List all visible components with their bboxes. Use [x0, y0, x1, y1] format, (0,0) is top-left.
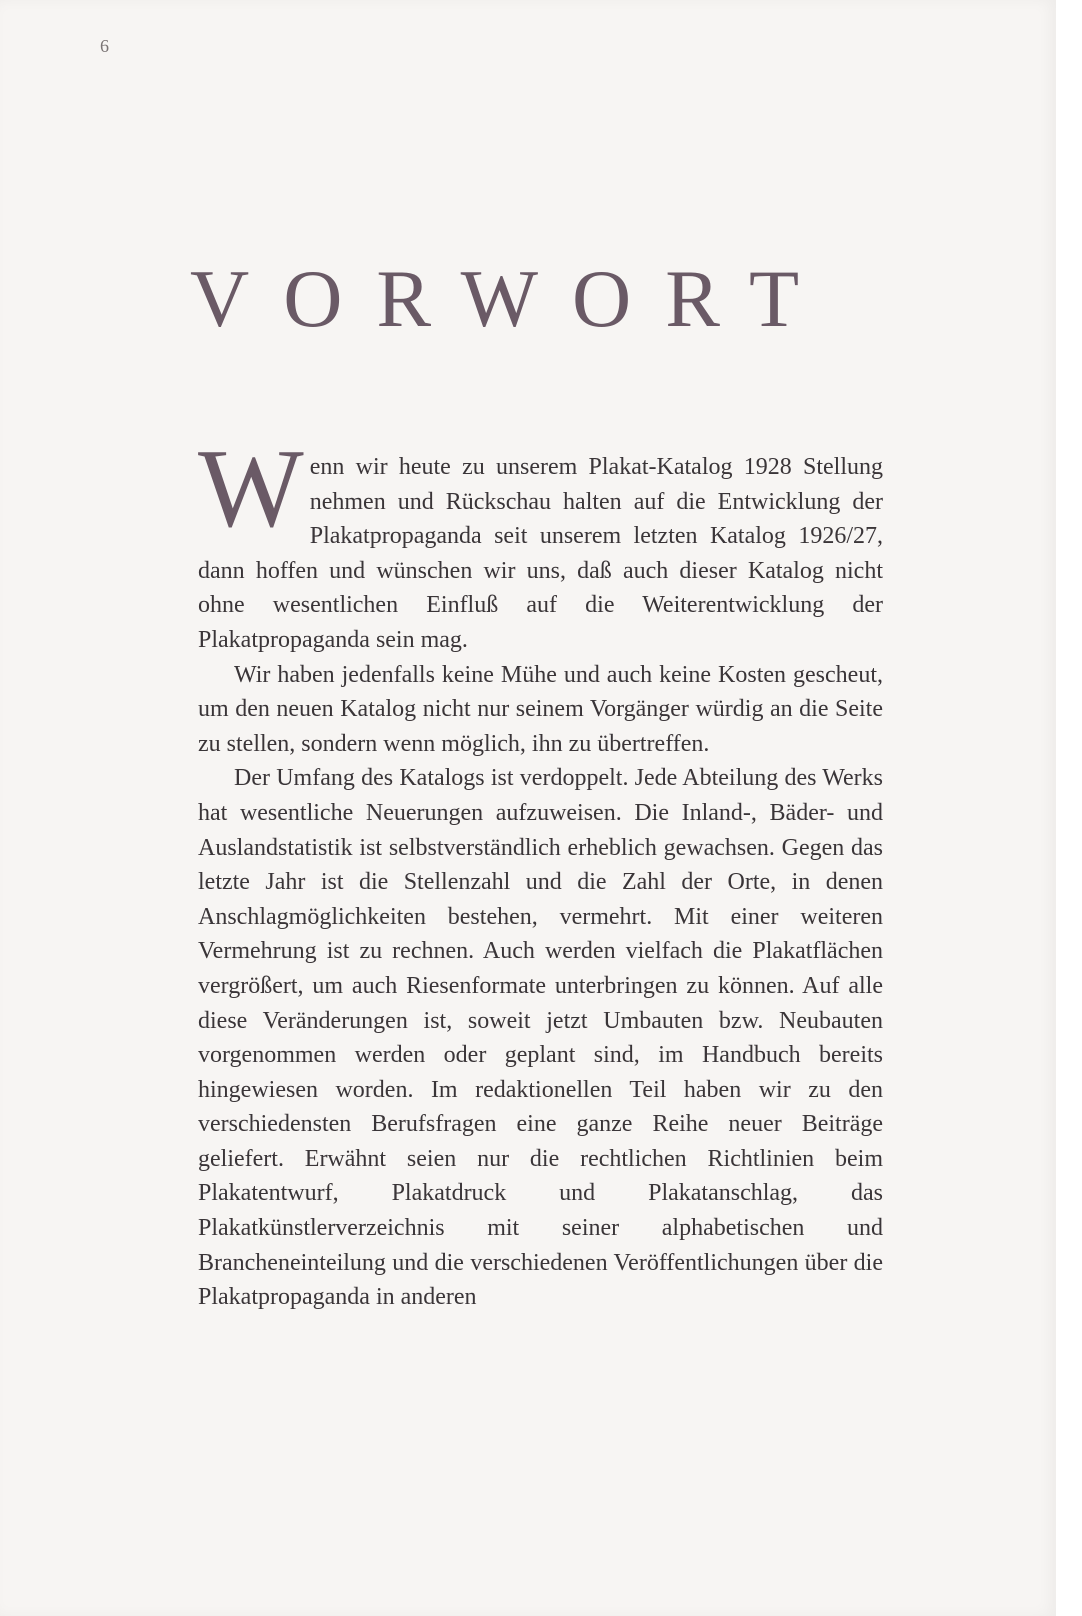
drop-cap: W	[198, 427, 304, 551]
paragraph-2: Wir haben jedenfalls keine Mühe und auch keine Kosten gescheut, um den neuen Katalog nicht nur seinem Vorgänger würdig an die Seite zu stellen, sondern wenn möglich, ihn zu übertreffen.	[198, 661, 883, 757]
page-number: 6	[100, 36, 109, 56]
paragraph-1-text: enn wir heute zu unserem Plakat-Katalog 1928 Stellung nehmen und Rückschau halten auf die Entwicklung der Plakatpropaganda seit unserem letzten Katalog 1926/27, dann hoffen und wünschen wir uns, daß auch dieser Katalog nicht ohne wesentlichen Einfluß auf die Weiterentwicklung der Plakatpropaganda sein mag.	[198, 454, 883, 653]
body-text	[198, 427, 883, 1315]
paragraph-3: Der Umfang des Katalogs ist verdoppelt. Jede Abteilung des Werks hat wesentliche Neuerungen aufzuweisen. Die Inland-, Bäder- und Auslandstatistik ist selbstverständlich erheblich gewachsen. Gegen das letzte Jahr ist die Stellenzahl und die Zahl der Orte, in denen Anschlagmöglichkeiten bestehen, vermehrt. Mit einer weiteren Vermehrung ist zu rechnen. Auch werden vielfach die Plakatflächen vergrößert, um auch Riesenformate unterbringen zu können. Auf alle diese Veränderungen ist, soweit jetzt Umbauten bzw. Neubauten vorgenommen werden oder geplant sind, im Handbuch bereits hingewiesen worden. Im redaktionellen Teil haben wir zu den verschiedensten Berufsfragen eine ganze Reihe neuer Beiträge geliefert. Erwähnt seien nur die rechtlichen Richtlinien beim Plakatentwurf, Plakatdruck und Plakatanschlag, das Plakatkünstlerverzeichnis mit seiner alphabetischen und Brancheneinteilung und die verschiedenen Veröffentlichungen über die Plakatpropaganda in anderen	[198, 765, 883, 1311]
paragraph-1	[198, 427, 883, 658]
page-title: VORWORT	[190, 253, 834, 344]
